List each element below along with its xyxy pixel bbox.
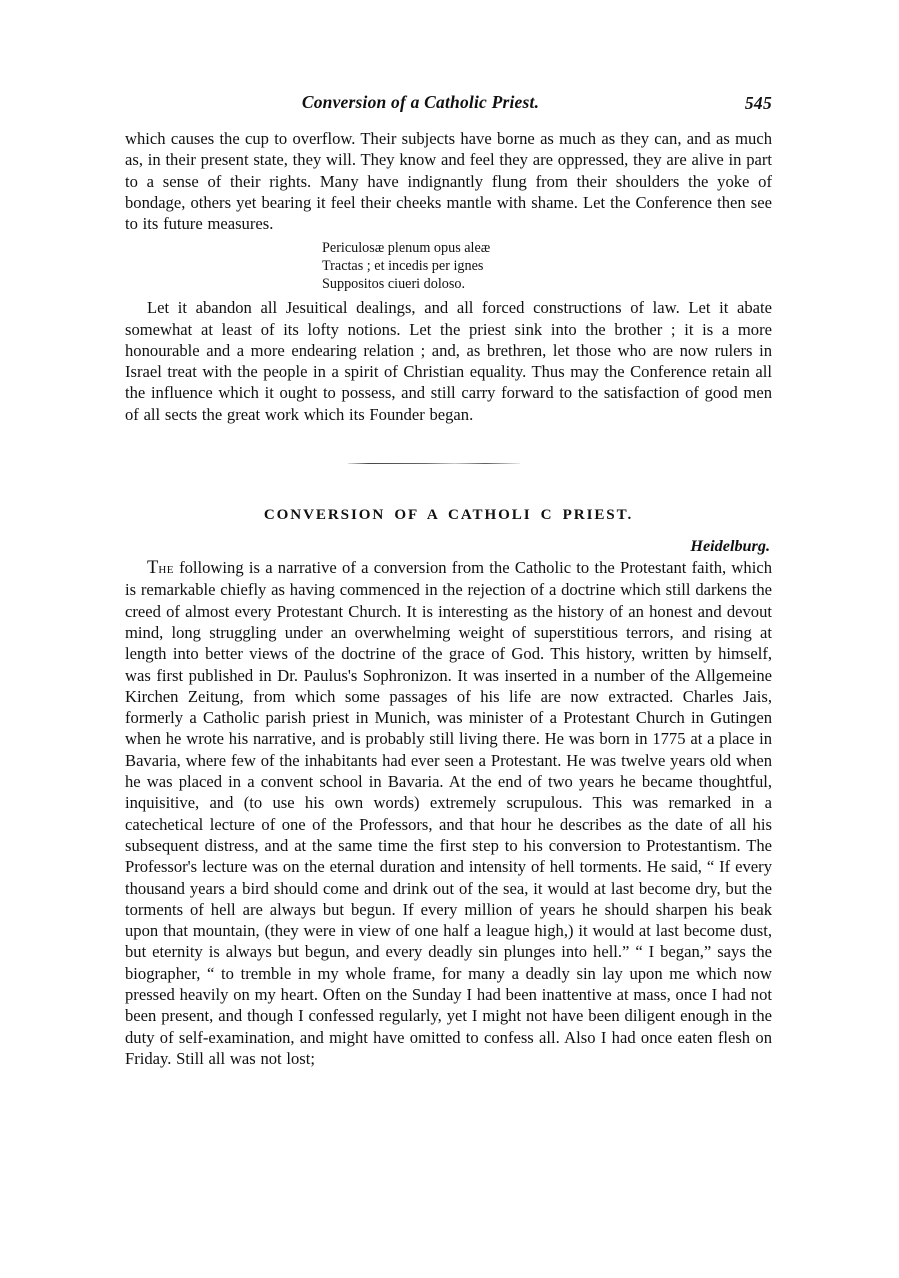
article-heading: CONVERSION OF A CATHOLI C PRIEST. [263,507,634,524]
running-head [125,92,772,116]
lead-smallcaps: he [158,560,174,578]
lead-initial: T [147,557,159,579]
verse-line-3: Suppositos ciueri doloso. [322,275,466,292]
paragraph-continuation: which causes the cup to overflow. Their subjects have borne as much as they can, and as much as, in their present state, they will. They know and feel they are oppressed, they are alive in part to a sense of their rights. Many have indignantly flung from their shoulders the yoke of bondage, others yet bearing it feel their cheeks mantle with shame. Let the Conference then see to its future measures. [125,129,772,234]
paragraph-closing: Let it abandon all Jesuitical dealings, and all forced constructions of law. Let it abate somewhat at least of its lofty notions. Let the priest sink into the brother ; it is a more honourable and a more endearing relation ; and, as brethren, let those who are now rulers in Israel treat with the people in a spirit of Christian equality. Thus may the Conference retain all the influence which it ought to possess, and still carry forward to the satisfaction of good men of all sects the great work which its Founder began. [125,298,772,424]
article-opening-paragraph [125,557,772,1069]
text-column [125,128,772,1069]
latin-verse-quotation [125,240,772,293]
article-body: following is a narrative of a conversion from the Catholic to the Protestant faith, which is remarkable chiefly as having commenced in the rejection of a doctrine which still darkens the creed of almost every Protestant Church. It is interesting as the history of an honest and devout mind, long struggling under an overwhelming weight of superstitious terrors, and rising at length into better views of the doctrine of the grace of God. This history, written by himself, was first published in Dr. Paulus's Sophronizon. It was inserted in a number of the Allgemeine Kirchen Zeitung, from which some passages of his life are now extracted. Charles Jais, formerly a Catholic parish priest in Munich, was minister of a Protestant Church in Gutingen when he wrote his narrative, and is probably still living there. He was born in 1775 at a place in Bavaria, where few of the inhabitants had ever seen a Protestant. He was twelve years old when he was placed in a convent school in Bavaria. At the end of two years he became thoughtful, inquisitive, and (to use his own words) extremely scrupulous. This was remarked in a catechetical lecture of one of the Professors, and that hour he describes as the date of all his subsequent distress, and at the same time the first step to his conversion to Protestantism. The Professor's lecture was on the eternal duration and intensity of hell torments. He said, “ If every thousand years a bird should come and drink out of the sea, it would at last become dry, but the torments of hell are always but begun. If every million of years he should sharpen his beak upon that mountain, (they were in view of one half a league high,) it would at last become dust, but eternity is always but begun, and every deadly sin plunges into hell.” “ I began,” says the biographer, “ to tremble in my whole frame, for many a deadly sin lay upon me which now pressed heavily on my heart. Often on the Sunday I had been inattentive at mass, once I had not been present, and though I confessed regularly, yet I might not have been diligent enough in the duty of self-examination, and might have omitted to confess all. Also I had once eaten flesh on Friday. Still all was not lost; [125,558,772,1068]
horizontal-rule [348,463,520,464]
running-head-title: Conversion of a Catholic Priest. [301,92,540,112]
section-divider [125,455,772,479]
dateline: Heidelburg. [690,537,770,556]
verse-line-1: Periculosæ plenum opus aleæ [322,240,491,257]
page-number: 545 [744,93,772,113]
verse-line-2: Tractas ; et incedis per ignes [322,258,484,275]
